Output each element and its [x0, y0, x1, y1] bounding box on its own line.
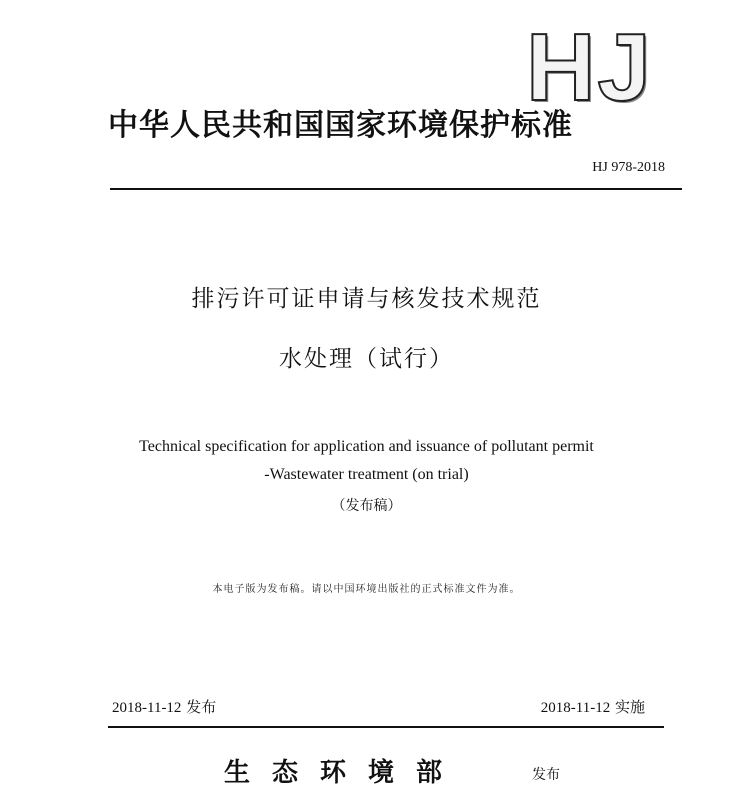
draft-label: （发布稿）: [331, 498, 402, 514]
implementation-date: [541, 696, 645, 717]
issue-date-value: 2018-11-12: [112, 700, 182, 716]
implementation-date-label: 实施: [614, 698, 645, 716]
standard-category: 中华人民共和国国家环境保护标准: [108, 108, 573, 143]
title-en-line1: Technical specification for application and issuance of pollutant permit: [139, 438, 594, 455]
hj-logo: HJ: [526, 14, 653, 121]
top-divider: [110, 188, 682, 190]
issue-date: [112, 696, 216, 717]
title-cn-line1: 排污许可证申请与核发技术规范: [191, 286, 542, 312]
bottom-divider: [108, 726, 664, 728]
title-en-line2: -Wastewater treatment (on trial): [264, 466, 469, 483]
electronic-version-notice: 本电子版为发布稿。请以中国环境出版社的正式标准文件为准。: [212, 584, 521, 595]
title-cn-line2: 水处理（试行）: [279, 346, 454, 372]
issuing-authority: 生态环境部: [224, 758, 465, 788]
issued-label: 发布: [532, 767, 560, 783]
issue-date-label: 发布: [186, 698, 217, 716]
standard-number: HJ 978-2018: [592, 160, 665, 175]
implementation-date-value: 2018-11-12: [540, 700, 611, 716]
